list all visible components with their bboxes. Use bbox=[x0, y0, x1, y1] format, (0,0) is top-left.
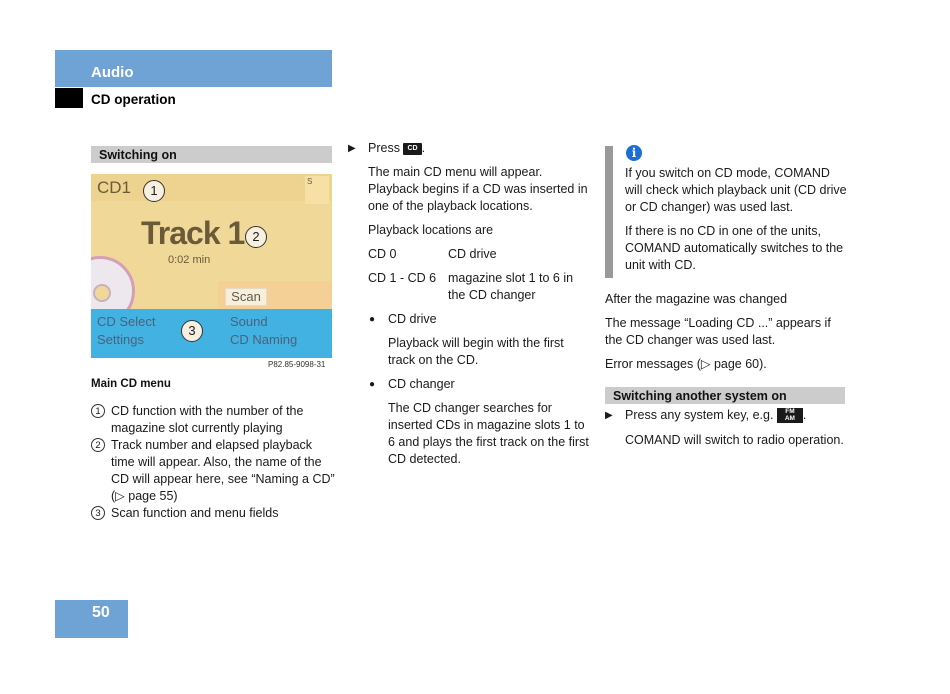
location-value: CD drive bbox=[448, 247, 497, 261]
radio-switch-text: COMAND will switch to radio operation. bbox=[625, 433, 844, 447]
elapsed-time: 0:02 min bbox=[168, 254, 211, 266]
switching-another-heading: Switching another system on bbox=[605, 387, 845, 404]
section-title: Audio bbox=[91, 64, 134, 81]
legend-number: 3 bbox=[91, 506, 105, 520]
subsection-marker bbox=[55, 88, 83, 108]
sound-menu[interactable]: Sound bbox=[230, 314, 268, 329]
callout-1: 1 bbox=[143, 180, 165, 202]
info-icon: i bbox=[626, 145, 642, 161]
press-system-key-instruction bbox=[625, 407, 806, 424]
legend-text: Scan function and menu fields bbox=[111, 506, 279, 520]
press-label: Press bbox=[368, 141, 400, 155]
legend-number: 1 bbox=[91, 404, 105, 418]
settings-menu[interactable]: Settings bbox=[97, 332, 144, 347]
main-menu-paragraph: The main CD menu will appear. Playback begins if a CD was inserted in one of the playback locations. bbox=[368, 165, 588, 213]
figure-caption: Main CD menu bbox=[91, 378, 171, 390]
arrow-icon: ▶ bbox=[348, 143, 356, 154]
press-period: . bbox=[802, 408, 807, 422]
arrow-icon: ▶ bbox=[605, 410, 613, 421]
bullet-dot: ● bbox=[369, 314, 376, 325]
cd-menu-screen bbox=[91, 174, 332, 358]
error-messages-text: Error messages (▷ page 60). bbox=[605, 357, 767, 371]
info-bar bbox=[605, 146, 613, 278]
scan-button[interactable]: Scan bbox=[225, 288, 267, 306]
callout-3: 3 bbox=[181, 320, 203, 342]
fm-am-key[interactable] bbox=[777, 408, 803, 423]
bullet-title: CD drive bbox=[388, 312, 437, 326]
location-value: magazine slot 1 to 6 in the CD changer bbox=[448, 271, 574, 302]
legend-text: Track number and elapsed playback time will appear. Also, the name of the CD will appear here, see “Naming a CD” (▷ page 55) bbox=[111, 438, 335, 503]
s-indicator: S bbox=[305, 176, 329, 204]
bullet-text: Playback will begin with the first track on the CD. bbox=[388, 336, 564, 367]
track-display: Track 1 bbox=[141, 215, 245, 251]
cd-select-menu[interactable]: CD Select bbox=[97, 314, 156, 329]
press-any-text: Press any system key, e.g. bbox=[625, 408, 774, 422]
legend-text: CD function with the number of the magazine slot currently playing bbox=[111, 404, 304, 435]
page-number: 50 bbox=[55, 600, 128, 638]
loading-message-text: The message “Loading CD ...” appears if the CD changer was used last. bbox=[605, 316, 831, 347]
press-period: . bbox=[421, 141, 426, 155]
am-label: AM bbox=[784, 414, 795, 422]
cd-label: CD1 bbox=[97, 178, 132, 197]
info-text-2: If there is no CD in one of the units, COMAND automatically switches to the unit with CD. bbox=[625, 224, 844, 272]
cd-naming-menu[interactable]: CD Naming bbox=[230, 332, 298, 347]
figure-reference: P82.85-9098-31 bbox=[268, 360, 326, 369]
bullet-text: The CD changer searches for inserted CDs in magazine slots 1 to 6 and plays the first track on the first CD detected. bbox=[388, 401, 589, 466]
bullet-title: CD changer bbox=[388, 377, 455, 391]
location-key: CD 0 bbox=[368, 247, 397, 261]
cd-key[interactable]: CD bbox=[403, 143, 421, 155]
subsection-title: CD operation bbox=[91, 92, 176, 107]
press-cd-instruction bbox=[368, 140, 425, 157]
after-change-label: After the magazine was changed bbox=[605, 292, 788, 306]
callout-2: 2 bbox=[245, 226, 267, 248]
info-text-1: If you switch on CD mode, COMAND will check which playback unit (CD drive or CD changer) was used last. bbox=[625, 166, 847, 214]
location-key: CD 1 - CD 6 bbox=[368, 271, 437, 285]
fm-label: FM bbox=[785, 408, 795, 416]
bullet-dot: ● bbox=[369, 379, 376, 390]
playback-locations-label: Playback locations are bbox=[368, 223, 494, 237]
switching-on-heading: Switching on bbox=[91, 146, 332, 163]
legend-number: 2 bbox=[91, 438, 105, 452]
